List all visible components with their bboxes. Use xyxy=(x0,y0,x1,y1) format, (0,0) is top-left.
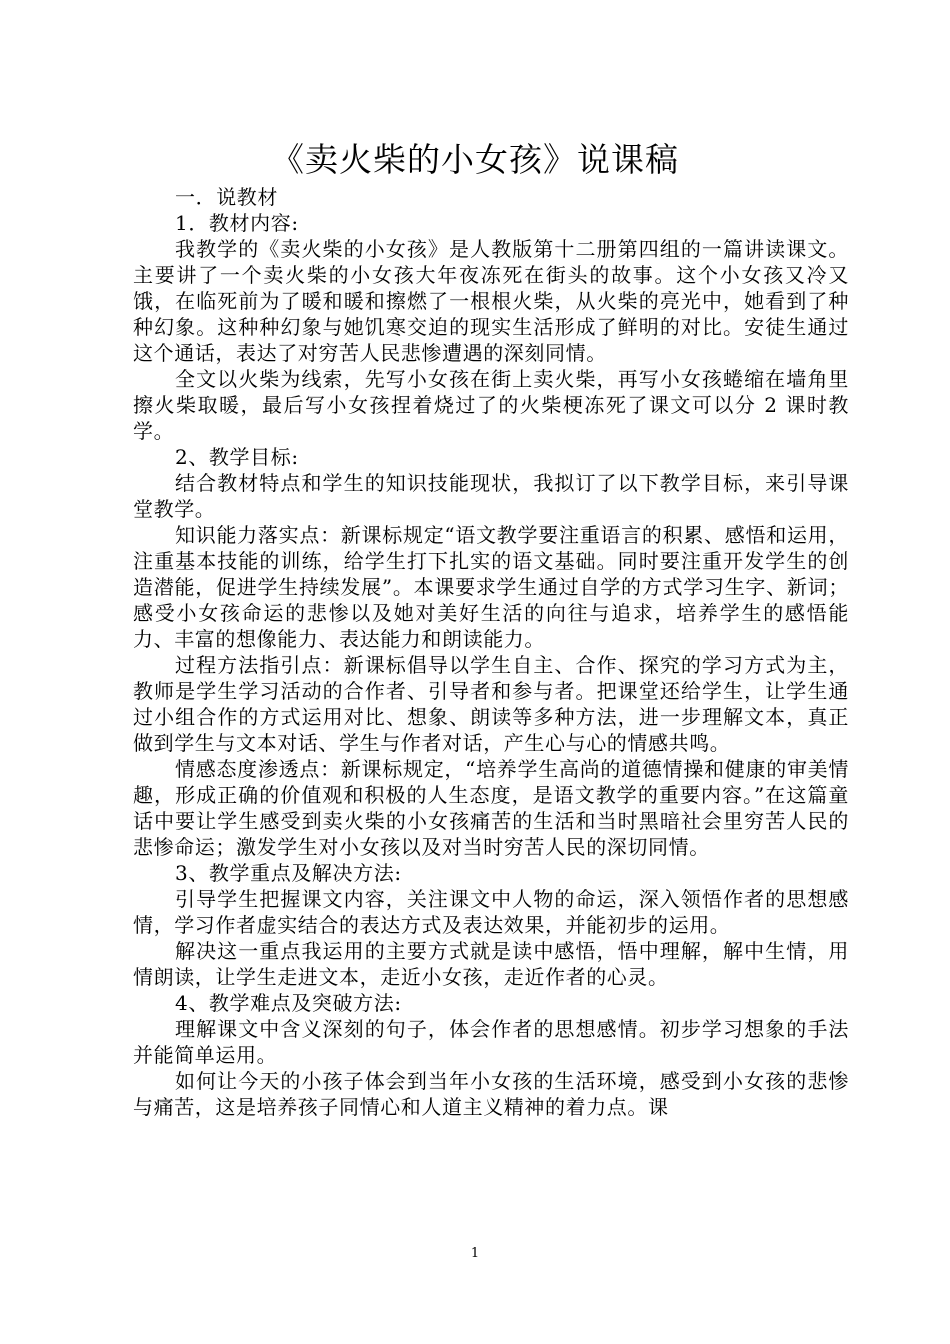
paragraph: 结合教材特点和学生的知识技能现状，我拟订了以下教学目标，来引导课堂教学。 xyxy=(133,471,849,521)
paragraph: 理解课文中含义深刻的句子，体会作者的思想感情。初步学习想象的手法并能简单运用。 xyxy=(133,1017,849,1067)
document-title: 《卖火柴的小女孩》说课稿 xyxy=(271,140,679,179)
paragraph: 知识能力落实点：新课标规定“语文教学要注重语言的积累、感悟和运用，注重基本技能的训练，给学生打下扎实的语文基础。同时要注重开发学生的创造潜能，促进学生持续发展”。本课要求学生通过自学的方式学习生字、新词；感受小女孩命运的悲惨以及她对美好生活的向往与追求，培养学生的感悟能力、丰富的想像能力、表达能力和朗读能力。 xyxy=(133,523,849,651)
paragraph: 引导学生把握课文内容，关注课文中人物的命运，深入领悟作者的思想感情，学习作者虚实结合的表达方式及表达效果，并能初步的运用。 xyxy=(133,887,849,937)
subsection-heading: 1．教材内容: xyxy=(175,211,299,235)
document-body xyxy=(133,184,849,1120)
paragraph: 如何让今天的小孩子体会到当年小女孩的生活环境，感受到小女孩的悲惨与痛苦，这是培养孩子同情心和人道主义精神的着力点。课 xyxy=(133,1069,849,1119)
subsection-heading: 2、教学目标: xyxy=(175,445,299,469)
paragraph: 情感态度渗透点：新课标规定，“培养学生高尚的道德情操和健康的审美情趣，形成正确的价值观和积极的人生态度，是语文教学的重要内容。”在这篇童话中要让学生感受到卖火柴的小女孩痛苦的生活和当时黑暗社会里穷苦人民的悲惨命运；激发学生对小女孩以及对当时穷苦人民的深切同情。 xyxy=(133,757,849,859)
subsection-heading: 4、教学难点及突破方法: xyxy=(175,991,402,1015)
section-heading: 一．说教材 xyxy=(175,185,278,209)
paragraph: 过程方法指引点：新课标倡导以学生自主、合作、探究的学习方式为主，教师是学生学习活动的合作者、引导者和参与者。把课堂还给学生，让学生通过小组合作的方式运用对比、想象、朗读等多种方法，进一步理解文本，真正做到学生与文本对话、学生与作者对话，产生心与心的情感共鸣。 xyxy=(133,653,849,755)
paragraph: 解决这一重点我运用的主要方式就是读中感悟，悟中理解，解中生情，用情朗读，让学生走进文本，走近小女孩，走近作者的心灵。 xyxy=(133,939,849,989)
subsection-heading: 3、教学重点及解决方法: xyxy=(175,861,402,885)
paragraph: 全文以火柴为线索，先写小女孩在街上卖火柴，再写小女孩蜷缩在墙角里擦火柴取暖，最后写小女孩捏着烧过了的火柴梗冻死了课文可以分 2 课时教学。 xyxy=(133,367,849,443)
paragraph: 我教学的《卖火柴的小女孩》是人教版第十二册第四组的一篇讲读课文。主要讲了一个卖火柴的小女孩大年夜冻死在街头的故事。这个小女孩又冷又饿，在临死前为了暖和暖和擦燃了一根根火柴，从火柴的亮光中，她看到了种种幻象。这种种幻象与她饥寒交迫的现实生活形成了鲜明的对比。安徒生通过这个通话，表达了对穷苦人民悲惨遭遇的深刻同情。 xyxy=(133,237,849,365)
page-number: 1 xyxy=(470,1246,480,1261)
